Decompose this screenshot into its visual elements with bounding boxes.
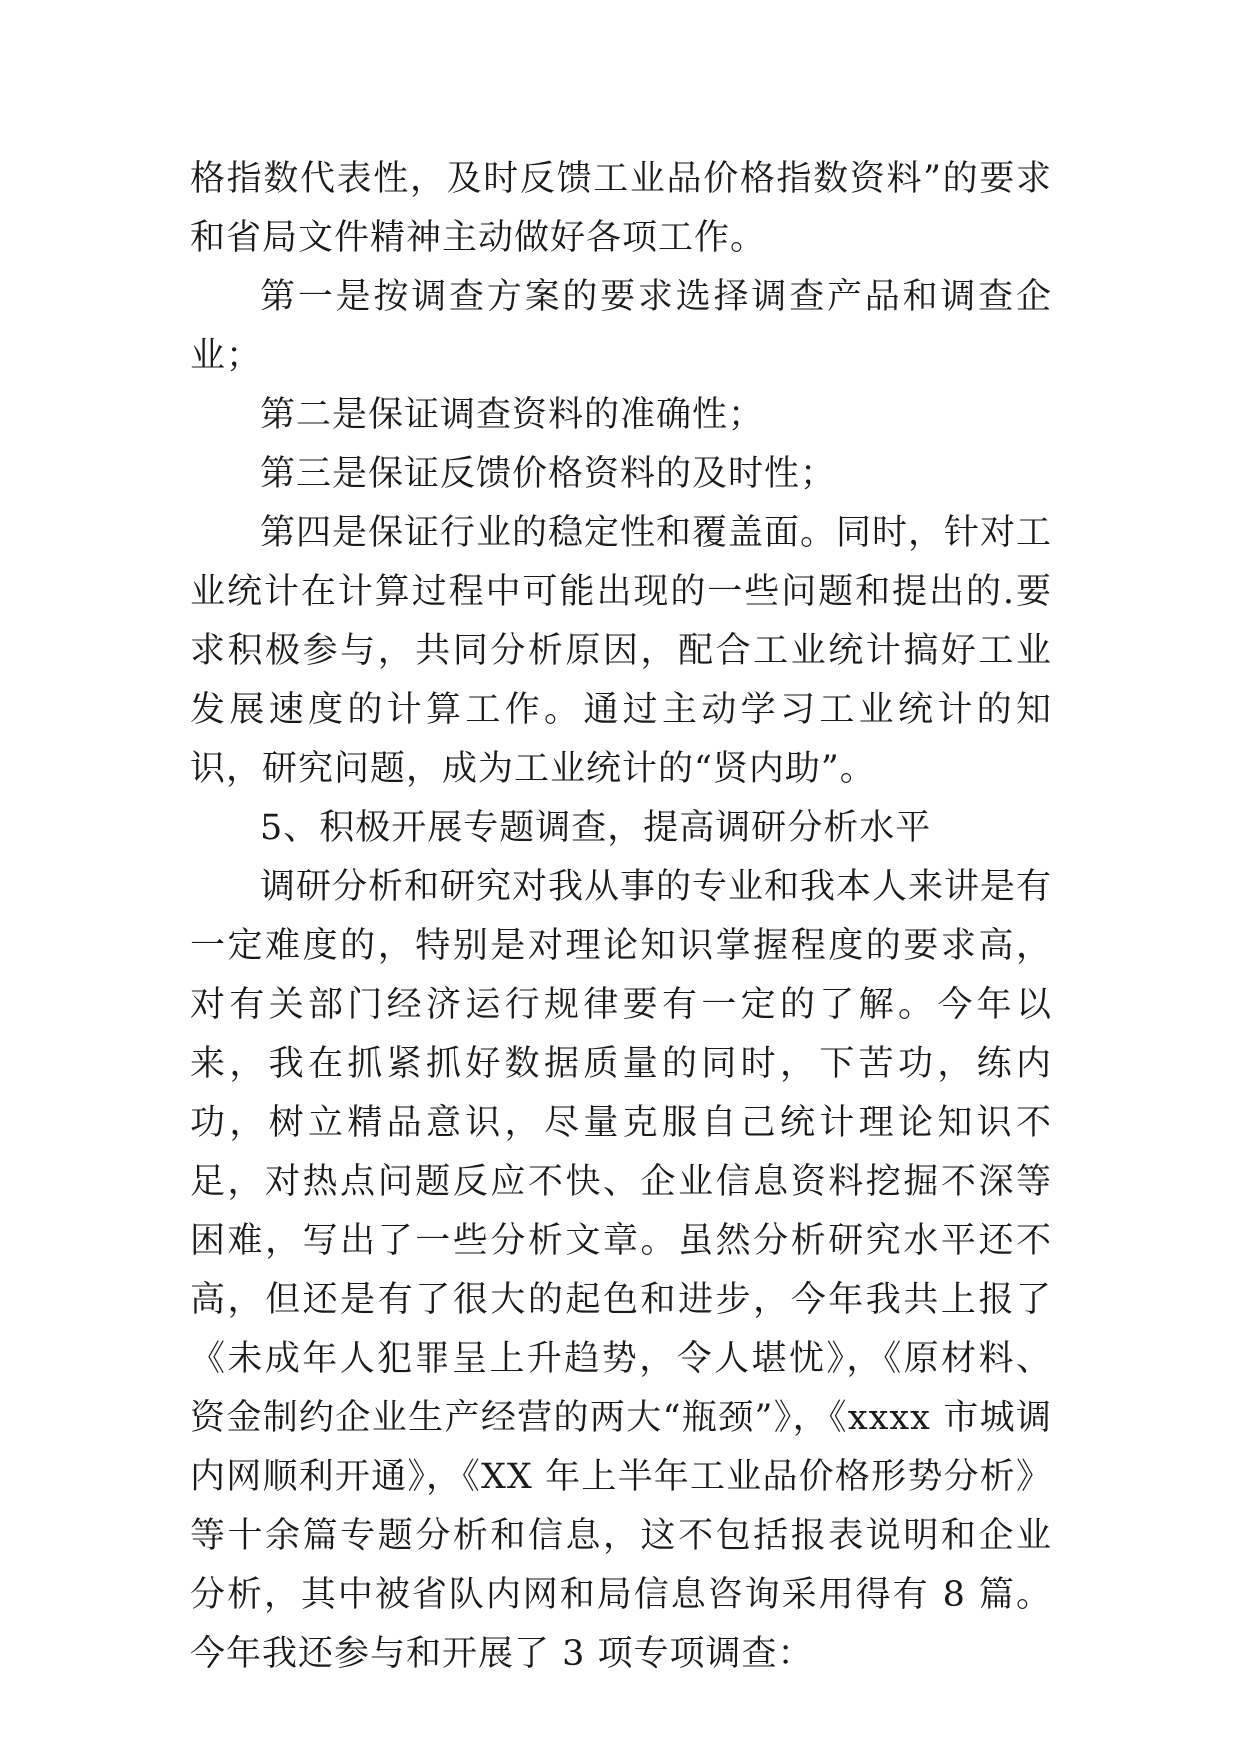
paragraph-item-second: 第二是保证调查资料的准确性； bbox=[260, 395, 765, 435]
section-heading: 5、积极开展专题调查，提高调研分析水平 bbox=[260, 808, 932, 848]
paragraph-continuation: 格指数代表性，及时反馈工业品价格指数资料”的要求和省局文件精神主动做好各项工作。 bbox=[190, 159, 1052, 258]
paragraph-item-third: 第三是保证反馈价格资料的及时性； bbox=[260, 454, 837, 494]
paragraph-item-first: 第一是按调查方案的要求选择调查产品和调查企业； bbox=[190, 277, 1052, 376]
paragraph-research: 调研分析和研究对我从事的专业和我本人来讲是有一定难度的，特别是对理论知识掌握程度的要求高，对有关部门经济运行规律要有一定的了解。今年以来，我在抓紧抓好数据质量的同时，下苦功，练内功，树立精品意识，尽量克服自己统计理论知识不足，对热点问题反应不快、企业信息资料挖掘不深等困难，写出了一些分析文章。虽然分析研究水平还不高，但还是有了很大的起色和进步，今年我共上报了《未成年人犯罪呈上升趋势，令人堪忧》，《原材料、资金制约企业生产经营的两大“瓶颈”》，《xxxx 市城调内网顺利开通》，《XX 年上半年工业品价格形势分析》等十余篇专题分析和信息，这不包括报表说明和企业分析，其中被省队内网和局信息咨询采用得有 8 篇。今年我还参与和开展了 3 项专项调查： bbox=[190, 867, 1053, 1674]
document-page bbox=[190, 150, 1052, 1684]
paragraph-item-fourth: 第四是保证行业的稳定性和覆盖面。同时，针对工业统计在计算过程中可能出现的一些问题和提出的.要求积极参与，共同分析原因，配合工业统计搞好工业发展速度的计算工作。通过主动学习工业统计的知识，研究问题，成为工业统计的“贤内助”。 bbox=[190, 513, 1053, 789]
